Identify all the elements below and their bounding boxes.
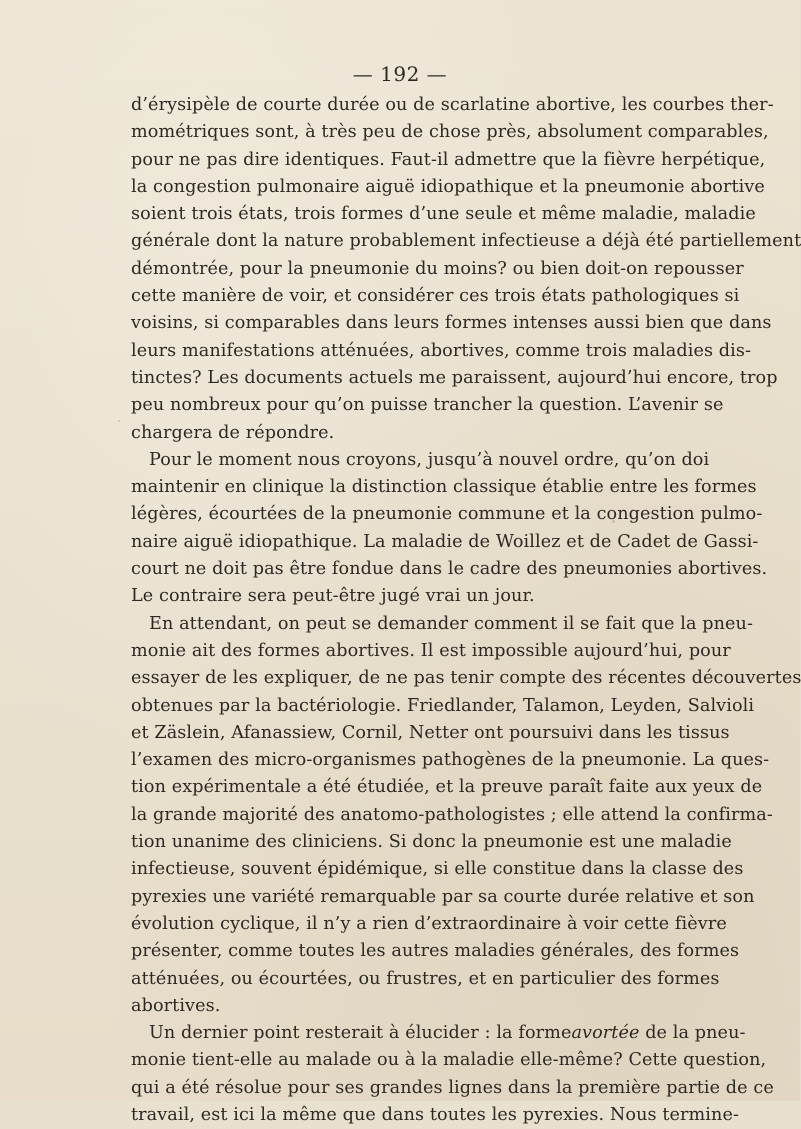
text-line [131,1020,746,1047]
text-line: essayer de les expliquer, de ne pas tenir compte des récentes découvertes [131,668,801,689]
text-line: tion expérimentale a été étudiée, et la preuve paraît faite aux yeux de [131,777,763,798]
text-line: mométriques sont, à très peu de chose près, absolument comparables, [131,122,769,143]
text-line: peu nombreux pour qu’on puisse trancher la question. L’avenir se [131,395,724,416]
text-line: naire aiguë idiopathique. La maladie de Woillez et de Cadet de Gassi- [131,531,759,552]
text-line: En attendant, on peut se demander comment il se fait que la pneu- [149,613,754,634]
text-line: monie ait des formes abortives. Il est impossible aujourd’hui, pour [131,640,731,661]
text-line: leurs manifestations atténuées, abortives, comme trois maladies dis- [131,340,752,361]
text-line: cette manière de voir, et considérer ces trois états pathologiques si [131,286,740,307]
paper-speck [118,420,120,422]
text-line: tion unanime des cliniciens. Si donc la pneumonie est une maladie [131,832,732,853]
italic-term: avortée [571,1023,640,1044]
text-line: court ne doit pas être fondue dans le cadre des pneumonies abortives. [131,559,768,580]
text-line: atténuées, ou écourtées, ou frustres, et en particulier des formes [131,968,720,989]
text-line: pyrexies une variété remarquable par sa courte durée relative et son [131,886,755,907]
paper-speck [224,708,227,711]
text-line: présenter, comme toutes les autres maladies générales, des formes [131,941,740,962]
text-line: pour ne pas dire identiques. Faut-il admettre que la fièvre herpétique, [131,149,766,170]
text-line: légères, écourtées de la pneumonie commune et la congestion pulmo- [131,504,763,525]
text-line: l’examen des micro-organismes pathogènes de la pneumonie. La ques- [131,750,770,771]
text-line: Le contraire sera peut-être jugé vrai un jour. [131,586,535,607]
line-segment: Un dernier point resterait à élucider : la forme [149,1023,572,1044]
paper-speck [612,520,615,523]
text-line: et Zäslein, Afanassiew, Cornil, Netter ont poursuivi dans les tissus [131,722,730,743]
text-line: monie tient-elle au malade ou à la maladie elle-même? Cette question, [131,1050,767,1071]
text-line: évolution cyclique, il n’y a rien d’extraordinaire à voir cette fièvre [131,913,727,934]
text-line: obtenues par la bactériologie. Friedlander, Talamon, Leyden, Salvioli [131,695,755,716]
text-line: la congestion pulmonaire aiguë idiopathique et la pneumonie abortive [131,176,765,197]
body-text [131,92,801,1129]
text-line: chargera de répondre. [131,422,335,443]
text-line: d’érysipèle de courte durée ou de scarlatine abortive, les courbes ther- [131,95,774,115]
text-line: travail, est ici la même que dans toutes les pyrexies. Nous termine- [131,1104,740,1125]
paper-speck [690,980,692,982]
text-line: générale dont la nature probablement infectieuse a déjà été partiellement [131,231,801,252]
text-line: soient trois états, trois formes d’une seule et même maladie, maladie [131,204,756,225]
text-line: démontrée, pour la pneumonie du moins? ou bien doit-on repousser [131,258,744,279]
text-line: tinctes? Les documents actuels me paraissent, aujourd’hui encore, trop [131,367,778,388]
text-line: la grande majorité des anatomo-pathologistes ; elle attend la confirma- [131,804,773,825]
text-line: voisins, si comparables dans leurs formes intenses aussi bien que dans [131,313,772,334]
text-line: qui a été résolue pour ses grandes lignes dans la première partie de ce [131,1077,774,1098]
line-segment: de la pneu- [639,1023,746,1044]
text-line: maintenir en clinique la distinction classique établie entre les formes [131,477,757,498]
text-line: Pour le moment nous croyons, jusqu’à nouvel ordre, qu’on doi [149,449,710,470]
text-line: infectieuse, souvent épidémique, si elle constitue dans la classe des [131,859,744,880]
page-number: — 192 — [352,62,448,86]
text-line: abortives. [131,995,221,1016]
